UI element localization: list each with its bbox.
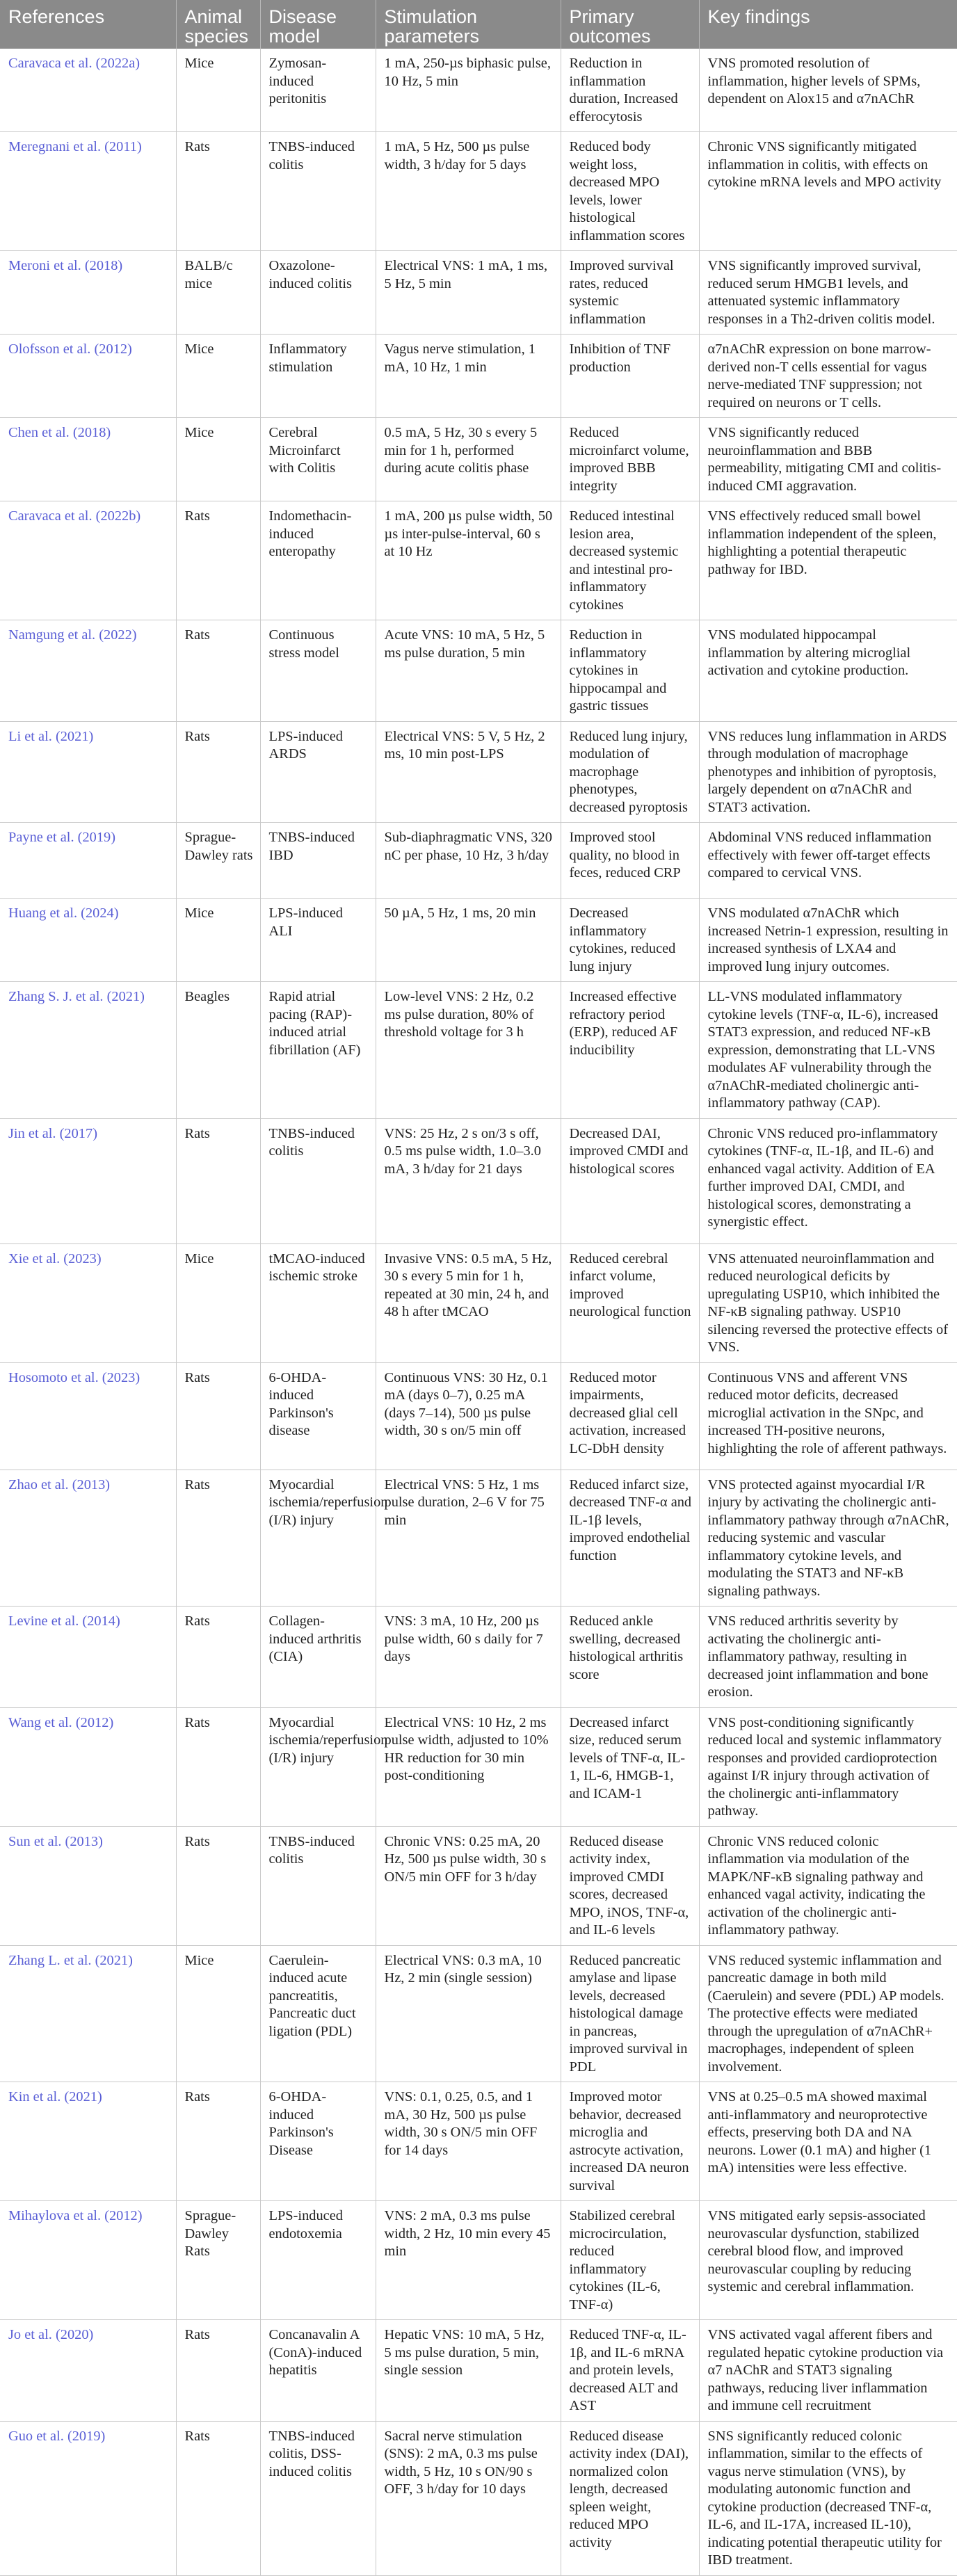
cell-primary-outcomes: Improved motor behavior, decreased microglia and astrocyte activation, increased DA neuron survival <box>561 2082 699 2201</box>
cell-key-findings: Abdominal VNS reduced inflammation effectively with fewer off-target effects compared to cervical VNS. <box>699 823 957 899</box>
cell-key-findings: VNS post-conditioning significantly reduced local and systemic inflammatory responses and provided cardioprotection against I/R injury through activation of the cholinergic anti-inflammatory pathway. <box>699 1707 957 1826</box>
cell-animal-species: Rats <box>176 1362 260 1470</box>
cell-stimulation-parameters: VNS: 2 mA, 0.3 ms pulse width, 2 Hz, 10 min every 45 min <box>376 2201 561 2320</box>
table-row <box>0 1362 957 1470</box>
cell-stimulation-parameters: VNS: 0.1, 0.25, 0.5, and 1 mA, 30 Hz, 500 µs pulse width, 30 s ON/5 min OFF for 14 days <box>376 2082 561 2201</box>
cell-key-findings: SNS significantly reduced colonic inflammation, similar to the effects of vagus nerve stimulation (VNS), by modulating autonomic function and cytokine production (decreased TNF-α, IL-6, and IL-17A, increased IL-10), indicating potential therapeutic utility for IBD treatment. <box>699 2421 957 2575</box>
cell-disease-model: Myocardial ischemia/reperfusion (I/R) injury <box>260 1470 376 1607</box>
cell-reference[interactable]: Huang et al. (2024) <box>0 899 176 982</box>
table-row <box>0 1707 957 1826</box>
cell-reference[interactable]: Caravaca et al. (2022a) <box>0 49 176 132</box>
cell-primary-outcomes: Reduction in inflammatory cytokines in hippocampal and gastric tissues <box>561 620 699 722</box>
cell-stimulation-parameters: Acute VNS: 10 mA, 5 Hz, 5 ms pulse duration, 5 min <box>376 620 561 722</box>
cell-key-findings: VNS effectively reduced small bowel inflammation independent of the spleen, highlighting a potential therapeutic pathway for IBD. <box>699 501 957 620</box>
cell-stimulation-parameters: Sub-diaphragmatic VNS, 320 nC per phase, 10 Hz, 3 h/day <box>376 823 561 899</box>
cell-animal-species: Rats <box>176 1470 260 1607</box>
cell-stimulation-parameters: 1 mA, 250-µs biphasic pulse, 10 Hz, 5 min <box>376 49 561 132</box>
table-row <box>0 418 957 501</box>
cell-disease-model: TNBS-induced colitis, DSS-induced colitis <box>260 2421 376 2575</box>
cell-animal-species: Rats <box>176 2320 260 2422</box>
cell-disease-model: Rapid atrial pacing (RAP)-induced atrial fibrillation (AF) <box>260 982 376 1119</box>
cell-key-findings: α7nAChR expression on bone marrow-derived non-T cells essential for vagus nerve-mediated TNF suppression; not required on neurons or T cells. <box>699 335 957 418</box>
cell-animal-species: Rats <box>176 1118 260 1243</box>
cell-primary-outcomes: Reduced disease activity index (DAI), normalized colon length, decreased spleen weight, reduced MPO activity <box>561 2421 699 2575</box>
cell-primary-outcomes: Improved survival rates, reduced systemic inflammation <box>561 251 699 335</box>
cell-key-findings: Chronic VNS reduced pro-inflammatory cytokines (TNF-α, IL-1β, and IL-6) and enhanced vagal activity. Addition of EA further improved DAI, CMDI, and histological scores, demonstrating a synergistic effect. <box>699 1118 957 1243</box>
header-animal-species: Animal species <box>176 0 260 49</box>
table-row <box>0 823 957 899</box>
header-stimulation-parameters: Stimulation parameters <box>376 0 561 49</box>
cell-reference[interactable]: Payne et al. (2019) <box>0 823 176 899</box>
header-disease-model: Disease model <box>260 0 376 49</box>
table-row <box>0 2201 957 2320</box>
cell-animal-species: Rats <box>176 1826 260 1945</box>
cell-reference[interactable]: Meregnani et al. (2011) <box>0 132 176 251</box>
table-row <box>0 2320 957 2422</box>
cell-primary-outcomes: Increased effective refractory period (ERP), reduced AF inducibility <box>561 982 699 1119</box>
cell-reference[interactable]: Xie et al. (2023) <box>0 1243 176 1362</box>
cell-primary-outcomes: Inhibition of TNF production <box>561 335 699 418</box>
cell-reference[interactable]: Jo et al. (2020) <box>0 2320 176 2422</box>
cell-animal-species: Rats <box>176 2421 260 2575</box>
cell-key-findings: VNS protected against myocardial I/R injury by activating the cholinergic anti-inflammatory pathway through α7nAChR, reducing systemic and vascular inflammatory cytokine levels, and modulating the STAT3 and NF-κB signaling pathways. <box>699 1470 957 1607</box>
cell-primary-outcomes: Reduced intestinal lesion area, decreased systemic and intestinal pro-inflammatory cytokines <box>561 501 699 620</box>
cell-animal-species: Beagles <box>176 982 260 1119</box>
cell-key-findings: VNS attenuated neuroinflammation and reduced neurological deficits by upregulating USP10, which inhibited the NF-κB signaling pathway. USP10 silencing reversed the protective effects of VNS. <box>699 1243 957 1362</box>
cell-key-findings: VNS mitigated early sepsis-associated neurovascular dysfunction, stabilized cerebral blood flow, and improved neurovascular coupling by reducing systemic and cerebral inflammation. <box>699 2201 957 2320</box>
cell-animal-species: Rats <box>176 132 260 251</box>
table-row <box>0 1118 957 1243</box>
table-row <box>0 1470 957 1607</box>
cell-stimulation-parameters: Vagus nerve stimulation, 1 mA, 10 Hz, 1 min <box>376 335 561 418</box>
cell-stimulation-parameters: VNS: 25 Hz, 2 s on/3 s off, 0.5 ms pulse width, 1.0–3.0 mA, 3 h/day for 21 days <box>376 1118 561 1243</box>
cell-animal-species: Rats <box>176 2082 260 2201</box>
cell-key-findings: VNS significantly improved survival, reduced serum HMGB1 levels, and attenuated systemic inflammatory responses in a Th2-driven colitis model. <box>699 251 957 335</box>
cell-disease-model: Indomethacin-induced enteropathy <box>260 501 376 620</box>
table-row <box>0 2421 957 2575</box>
cell-stimulation-parameters: Sacral nerve stimulation (SNS): 2 mA, 0.3 ms pulse width, 5 Hz, 10 s ON/90 s OFF, 3 h/day for 10 days <box>376 2421 561 2575</box>
cell-reference[interactable]: Guo et al. (2019) <box>0 2421 176 2575</box>
cell-animal-species: Rats <box>176 620 260 722</box>
table-row <box>0 1243 957 1362</box>
table-row <box>0 251 957 335</box>
cell-animal-species: Mice <box>176 335 260 418</box>
cell-primary-outcomes: Decreased DAI, improved CMDI and histological scores <box>561 1118 699 1243</box>
cell-stimulation-parameters: 0.5 mA, 5 Hz, 30 s every 5 min for 1 h, performed during acute colitis phase <box>376 418 561 501</box>
cell-disease-model: Cerebral Microinfarct with Colitis <box>260 418 376 501</box>
cell-primary-outcomes: Decreased infarct size, reduced serum levels of TNF-α, IL-1, IL-6, HMGB-1, and ICAM-1 <box>561 1707 699 1826</box>
cell-primary-outcomes: Reduced body weight loss, decreased MPO levels, lower histological inflammation scores <box>561 132 699 251</box>
table-row <box>0 132 957 251</box>
header-references: References <box>0 0 176 49</box>
header-key-findings: Key findings <box>699 0 957 49</box>
cell-disease-model: tMCAO-induced ischemic stroke <box>260 1243 376 1362</box>
cell-key-findings: VNS promoted resolution of inflammation, higher levels of SPMs, dependent on Alox15 and α7nAChR <box>699 49 957 132</box>
cell-primary-outcomes: Reduced disease activity index, improved CMDI scores, decreased MPO, iNOS, TNF-α, and IL-6 levels <box>561 1826 699 1945</box>
table-row <box>0 49 957 132</box>
cell-stimulation-parameters: 1 mA, 5 Hz, 500 µs pulse width, 3 h/day for 5 days <box>376 132 561 251</box>
cell-stimulation-parameters: Electrical VNS: 5 V, 5 Hz, 2 ms, 10 min post-LPS <box>376 721 561 823</box>
cell-key-findings: VNS reduced arthritis severity by activating the cholinergic anti-inflammatory pathway, resulting in decreased joint inflammation and bone erosion. <box>699 1607 957 1708</box>
cell-key-findings: VNS significantly reduced neuroinflammation and BBB permeability, mitigating CMI and colitis-induced CMI aggravation. <box>699 418 957 501</box>
cell-key-findings: Continuous VNS and afferent VNS reduced motor deficits, decreased microglial activation in the SNpc, and increased TH-positive neurons, highlighting the role of afferent pathways. <box>699 1362 957 1470</box>
cell-reference[interactable]: Caravaca et al. (2022b) <box>0 501 176 620</box>
header-row <box>0 0 957 49</box>
table-row <box>0 620 957 722</box>
cell-stimulation-parameters: Invasive VNS: 0.5 mA, 5 Hz, 30 s every 5 min for 1 h, repeated at 30 min, 24 h, and 48 h after tMCAO <box>376 1243 561 1362</box>
cell-primary-outcomes: Reduced motor impairments, decreased glial cell activation, increased LC-DbH density <box>561 1362 699 1470</box>
cell-animal-species: Rats <box>176 501 260 620</box>
cell-stimulation-parameters: Low-level VNS: 2 Hz, 0.2 ms pulse duration, 80% of threshold voltage for 3 h <box>376 982 561 1119</box>
cell-reference[interactable]: Meroni et al. (2018) <box>0 251 176 335</box>
cell-primary-outcomes: Improved stool quality, no blood in feces, reduced CRP <box>561 823 699 899</box>
cell-key-findings: VNS reduces lung inflammation in ARDS through modulation of macrophage phenotypes and inhibition of pyroptosis, largely dependent on α7nAChR and STAT3 activation. <box>699 721 957 823</box>
cell-disease-model: TNBS-induced IBD <box>260 823 376 899</box>
cell-disease-model: Continuous stress model <box>260 620 376 722</box>
cell-animal-species: Rats <box>176 1707 260 1826</box>
cell-disease-model: Myocardial ischemia/reperfusion (I/R) injury <box>260 1707 376 1826</box>
cell-key-findings: VNS at 0.25–0.5 mA showed maximal anti-inflammatory and neuroprotective effects, preserving both DA and NA neurons. Lower (0.1 mA) and higher (1 mA) intensities were less effective. <box>699 2082 957 2201</box>
cell-reference[interactable]: Namgung et al. (2022) <box>0 620 176 722</box>
cell-stimulation-parameters: 1 mA, 200 µs pulse width, 50 µs inter-pulse-interval, 60 s at 10 Hz <box>376 501 561 620</box>
cell-key-findings: VNS reduced systemic inflammation and pancreatic damage in both mild (Caerulein) and severe (PDL) AP models. The protective effects were mediated through the upregulation of α7nAChR+ macrophages, independent of spleen involvement. <box>699 1945 957 2082</box>
cell-reference[interactable]: Li et al. (2021) <box>0 721 176 823</box>
cell-reference[interactable]: Sun et al. (2013) <box>0 1826 176 1945</box>
cell-key-findings: Chronic VNS significantly mitigated inflammation in colitis, with effects on cytokine mRNA levels and MPO activity <box>699 132 957 251</box>
table-row <box>0 2082 957 2201</box>
cell-stimulation-parameters: Continuous VNS: 30 Hz, 0.1 mA (days 0–7), 0.25 mA (days 7–14), 500 µs pulse width, 30 s on/5 min off <box>376 1362 561 1470</box>
cell-key-findings: LL-VNS modulated inflammatory cytokine levels (TNF-α, IL-6), increased STAT3 expression, and reduced NF-κB expression, demonstrating that LL-VNS modulates AF vulnerability through the α7nAChR-mediated cholinergic anti-inflammatory pathway (CAP). <box>699 982 957 1119</box>
cell-primary-outcomes: Decreased inflammatory cytokines, reduced lung injury <box>561 899 699 982</box>
cell-primary-outcomes: Reduced lung injury, modulation of macrophage phenotypes, decreased pyroptosis <box>561 721 699 823</box>
cell-disease-model: LPS-induced endotoxemia <box>260 2201 376 2320</box>
table-row <box>0 1607 957 1708</box>
cell-reference[interactable]: Jin et al. (2017) <box>0 1118 176 1243</box>
cell-disease-model: TNBS-induced colitis <box>260 1826 376 1945</box>
cell-stimulation-parameters: Hepatic VNS: 10 mA, 5 Hz, 5 ms pulse duration, 5 min, single session <box>376 2320 561 2422</box>
cell-stimulation-parameters: VNS: 3 mA, 10 Hz, 200 µs pulse width, 60 s daily for 7 days <box>376 1607 561 1708</box>
cell-stimulation-parameters: Electrical VNS: 1 mA, 1 ms, 5 Hz, 5 min <box>376 251 561 335</box>
cell-disease-model: 6-OHDA-induced Parkinson's Disease <box>260 2082 376 2201</box>
cell-animal-species: Sprague-Dawley Rats <box>176 2201 260 2320</box>
table-row <box>0 1826 957 1945</box>
table-row <box>0 721 957 823</box>
cell-stimulation-parameters: Electrical VNS: 10 Hz, 2 ms pulse width, adjusted to 10% HR reduction for 30 min post-conditioning <box>376 1707 561 1826</box>
cell-disease-model: TNBS-induced colitis <box>260 132 376 251</box>
cell-animal-species: Mice <box>176 899 260 982</box>
cell-primary-outcomes: Reduction in inflammation duration, Increased efferocytosis <box>561 49 699 132</box>
cell-animal-species: Rats <box>176 721 260 823</box>
cell-primary-outcomes: Stabilized cerebral microcirculation, reduced inflammatory cytokines (IL-6, TNF-α) <box>561 2201 699 2320</box>
table-row <box>0 982 957 1119</box>
cell-animal-species: BALB/c mice <box>176 251 260 335</box>
cell-disease-model: TNBS-induced colitis <box>260 1118 376 1243</box>
cell-reference[interactable]: Kin et al. (2021) <box>0 2082 176 2201</box>
cell-reference[interactable]: Chen et al. (2018) <box>0 418 176 501</box>
cell-disease-model: Caerulein-induced acute pancreatitis, Pancreatic duct ligation (PDL) <box>260 1945 376 2082</box>
cell-primary-outcomes: Reduced microinfarct volume, improved BBB integrity <box>561 418 699 501</box>
cell-key-findings: VNS modulated hippocampal inflammation by altering microglial activation and cytokine production. <box>699 620 957 722</box>
cell-primary-outcomes: Reduced cerebral infarct volume, improved neurological function <box>561 1243 699 1362</box>
cell-animal-species: Mice <box>176 49 260 132</box>
cell-disease-model: LPS-induced ARDS <box>260 721 376 823</box>
cell-animal-species: Sprague-Dawley rats <box>176 823 260 899</box>
cell-disease-model: Inflammatory stimulation <box>260 335 376 418</box>
cell-stimulation-parameters: Chronic VNS: 0.25 mA, 20 Hz, 500 µs pulse width, 30 s ON/5 min OFF for 3 h/day <box>376 1826 561 1945</box>
cell-reference[interactable]: Wang et al. (2012) <box>0 1707 176 1826</box>
table-row <box>0 501 957 620</box>
cell-primary-outcomes: Reduced ankle swelling, decreased histological arthritis score <box>561 1607 699 1708</box>
cell-disease-model: Collagen-induced arthritis (CIA) <box>260 1607 376 1708</box>
cell-stimulation-parameters: 50 µA, 5 Hz, 1 ms, 20 min <box>376 899 561 982</box>
cell-primary-outcomes: Reduced TNF-α, IL-1β, and IL-6 mRNA and protein levels, decreased ALT and AST <box>561 2320 699 2422</box>
cell-disease-model: Zymosan-induced peritonitis <box>260 49 376 132</box>
cell-reference[interactable]: Mihaylova et al. (2012) <box>0 2201 176 2320</box>
cell-stimulation-parameters: Electrical VNS: 5 Hz, 1 ms pulse duration, 2–6 V for 75 min <box>376 1470 561 1607</box>
cell-reference[interactable]: Zhang S. J. et al. (2021) <box>0 982 176 1119</box>
table-row <box>0 899 957 982</box>
cell-disease-model: LPS-induced ALI <box>260 899 376 982</box>
cell-disease-model: 6-OHDA-induced Parkinson's disease <box>260 1362 376 1470</box>
cell-reference[interactable]: Zhao et al. (2013) <box>0 1470 176 1607</box>
table-row <box>0 1945 957 2082</box>
cell-animal-species: Mice <box>176 1243 260 1362</box>
cell-reference[interactable]: Levine et al. (2014) <box>0 1607 176 1708</box>
cell-key-findings: VNS activated vagal afferent fibers and regulated hepatic cytokine production via α7 nAChR and STAT3 signaling pathways, reducing liver inflammation and immune cell recruitment <box>699 2320 957 2422</box>
table-body <box>0 49 957 2575</box>
cell-disease-model: Oxazolone-induced colitis <box>260 251 376 335</box>
cell-reference[interactable]: Hosomoto et al. (2023) <box>0 1362 176 1470</box>
cell-key-findings: VNS modulated α7nAChR which increased Netrin-1 expression, resulting in increased synthesis of LXA4 and improved lung injury outcomes. <box>699 899 957 982</box>
cell-animal-species: Mice <box>176 1945 260 2082</box>
header-primary-outcomes: Primary outcomes <box>561 0 699 49</box>
cell-stimulation-parameters: Electrical VNS: 0.3 mA, 10 Hz, 2 min (single session) <box>376 1945 561 2082</box>
cell-primary-outcomes: Reduced pancreatic amylase and lipase levels, decreased histological damage in pancreas, improved survival in PDL <box>561 1945 699 2082</box>
cell-reference[interactable]: Zhang L. et al. (2021) <box>0 1945 176 2082</box>
table-header <box>0 0 957 49</box>
table-row <box>0 335 957 418</box>
cell-animal-species: Mice <box>176 418 260 501</box>
cell-primary-outcomes: Reduced infarct size, decreased TNF-α and IL-1β levels, improved endothelial function <box>561 1470 699 1607</box>
cell-key-findings: Chronic VNS reduced colonic inflammation via modulation of the MAPK/NF-κB signaling pathway and enhanced vagal activity, indicating the activation of the cholinergic anti-inflammatory pathway. <box>699 1826 957 1945</box>
cell-animal-species: Rats <box>176 1607 260 1708</box>
cell-reference[interactable]: Olofsson et al. (2012) <box>0 335 176 418</box>
cell-disease-model: Concanavalin A (ConA)-induced hepatitis <box>260 2320 376 2422</box>
